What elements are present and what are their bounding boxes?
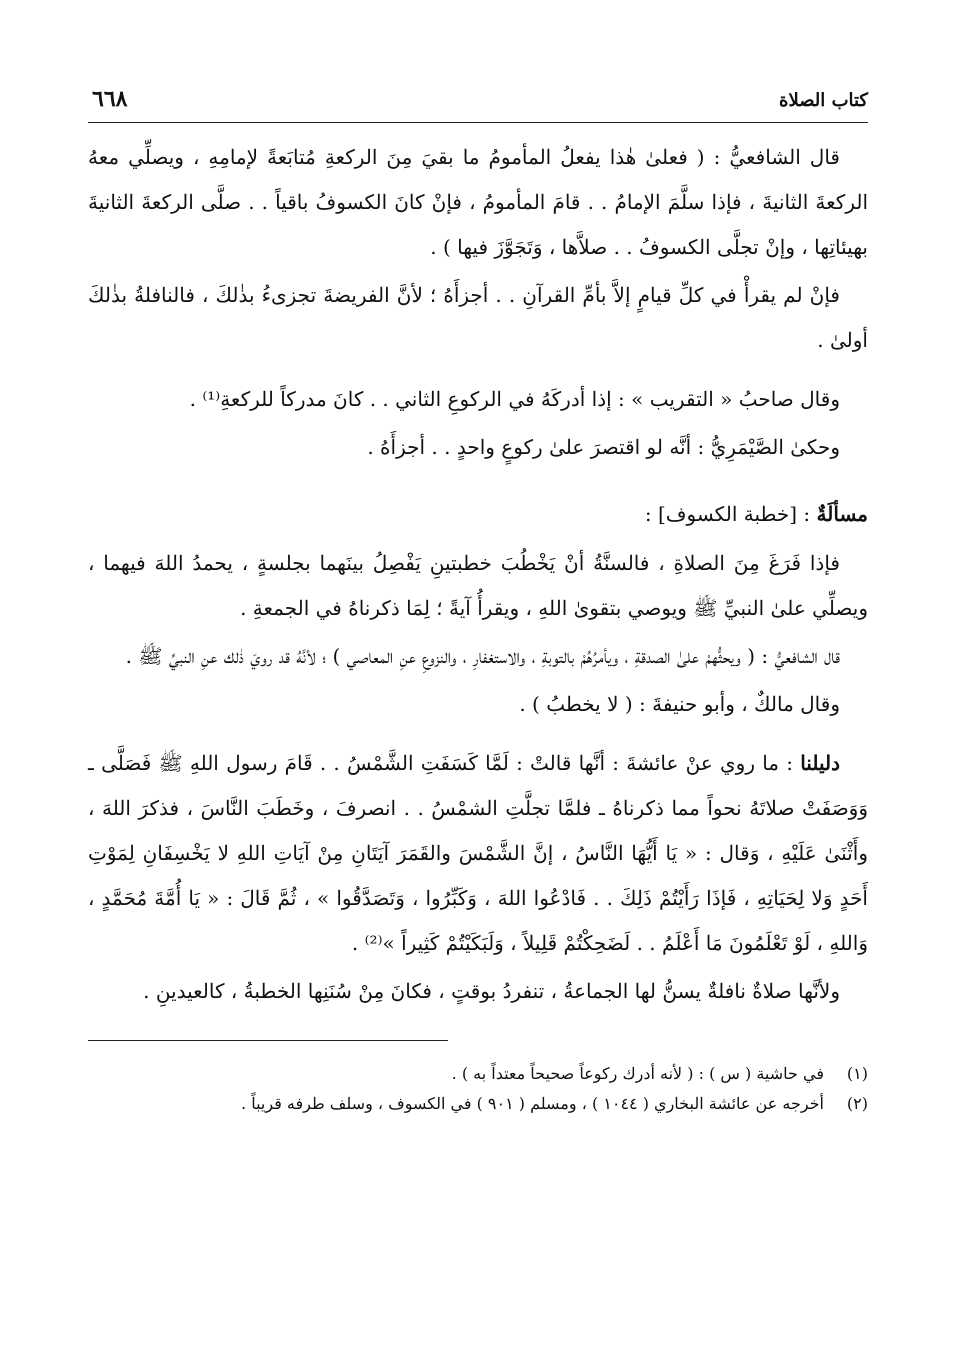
paragraph-taqrib: وقال صاحبُ « التقريب » : إذا أدركَهُ في الركوعِ الثاني . . كانَ مدركاً للركعةِ⁽¹⁾ .	[189, 387, 840, 411]
evidence-text: : ما روي عنْ عائشةَ : أنَّها قالتْ : لَمَّا كَسَفَتِ الشَّمْسُ . . قَامَ رسول اللهِ ﷺ فَصَلَّى ـ وَوَصَفَتْ صلاتَهُ نحواً مما ذكرناهُ ـ فلمَّا تجلَّتِ الشمْسُ . . انصرفَ ، وخَطَبَ النَّاسَ ، فذكرَ اللهَ ، وأَثْنَىٰ عَلَيْهِ ، وَقال : « يَا أَيُّهَا النَّاسُ ، إنَّ الشَّمْسَ والقَمَرَ آيَتَانِ مِنْ آيَاتِ اللهِ لا يَخْسِفَانِ لِمَوْتِ أَحَدٍ وَلا لِحَيَاتِهِ ، فَإذَا رَأَيْتُمْ ذَلِكَ . . فَادْعُوا اللهَ ، وَكَبِّرُوا ، وَتَصَدَّقُوا » ، ثُمَّ قَالَ : « يَا أُمَّةَ مُحَمَّدٍ ، وَاللهِ ، لَوْ تَعْلَمُونَ مَا أَعْلَمُ . . لَضَحِكْتُمْ قَلِيلاً ، وَلَبَكَيْتُمْ كَثِيراً »⁽²⁾ .	[88, 751, 868, 955]
footnote-text: في حاشية ( س ) : ( لأنه أدرك ركوعاً صحيحاً معتداً به ) .	[451, 1064, 824, 1083]
evidence-lead: دليلنا	[800, 751, 840, 775]
paragraph-shafii-exhortation: قال الشافعيُّ : ( ويحثُّهمْ علىٰ الصدقةِ ، ويأمرُهُمْ بالتوبةِ ، والاستغفارِ ، والنزوعِ عنِ المعاصي ) ؛ لأنَّهُ قد رويَ ذٰلك عنِ النبيِّ ﷺ .	[125, 644, 840, 668]
running-title: كتاب الصلاة	[779, 90, 868, 111]
main-text	[88, 135, 868, 1014]
footnote-separator	[88, 1040, 448, 1041]
footnote-number: (٢)	[846, 1094, 868, 1113]
paragraph-saymari: وحكىٰ الصَّيْمَرِيُّ : أنَّه لو اقتصرَ علىٰ ركوعٍ واحدٍ . . أجزأَهُ .	[367, 435, 840, 459]
book-page	[88, 86, 868, 1326]
paragraph-fatiha-only: فإنْ لم يقرأْ في كلِّ قيامٍ إلاَّ بأمِّ القرآنِ . . أجزأَهُ ؛ لأنَّ الفريضةَ تجزىءُ بذٰلكَ ، فالنافلةُ بذٰلكَ أولىٰ .	[88, 283, 868, 352]
footnote-text: أخرجه عن عائشة البخاري ( ١٠٤٤ ) ، ومسلم ( ٩٠١ ) في الكسوف ، وسلف طرفه قريباً .	[241, 1094, 824, 1113]
running-header	[88, 86, 868, 123]
paragraph-two-sermons: فإذا فَرَغَ مِنَ الصلاةِ ، فالسنَّةُ أنْ يَخْطُبَ خطبتينِ يَفْصِلُ بينَهما بجلسةٍ ، يحمدُ اللهَ فيهما ، ويصلِّي علىٰ النبيِّ ﷺ ويوصي بتقوىٰ اللهِ ، ويقرأُ آيةً ؛ لِمَا ذكرناهُ في الجمعةِ .	[88, 551, 868, 620]
footnote-number: (١)	[846, 1064, 868, 1083]
issue-label: مسألَةٌ	[816, 502, 868, 526]
footnotes	[88, 1059, 868, 1119]
issue-title: : [خطبة الكسوف] :	[644, 502, 811, 526]
footnote-2	[88, 1089, 868, 1119]
paragraph-analogy: ولأنَّها صلاةٌ نافلةٌ يسنُّ لها الجماعةُ ، تنفردُ بوقتٍ ، فكانَ مِنْ سُنَنِها الخطبةُ ، كالعيدينِ .	[143, 979, 840, 1003]
page-number: ٦٦٨	[92, 86, 128, 112]
paragraph-malik-abu-hanifa: وقال مالكٌ ، وأبو حنيفةَ : ( لا يخطبُ ) .	[519, 692, 840, 716]
paragraph-evidence	[88, 741, 868, 966]
issue-heading	[88, 492, 868, 537]
paragraph-shafii-quote: قال الشافعيُّ : ( فعلىٰ هٰذا يفعلُ المأمومُ ما بقيَ مِنَ الركعةِ مُتابَعةً لإمامِهِ ، ويصلِّي معهُ الركعةَ الثانيةَ ، فإذا سلَّمَ الإمامُ . . قامَ المأمومُ ، فإنْ كانَ الكسوفُ باقياً . . صلَّى الركعةَ الثانيةَ بهيئاتِها ، وإنْ تجلَّى الكسوفُ . . صلاَّها ، وَتَجَوَّزَ فيها ) .	[88, 145, 869, 259]
footnote-1	[88, 1059, 868, 1089]
